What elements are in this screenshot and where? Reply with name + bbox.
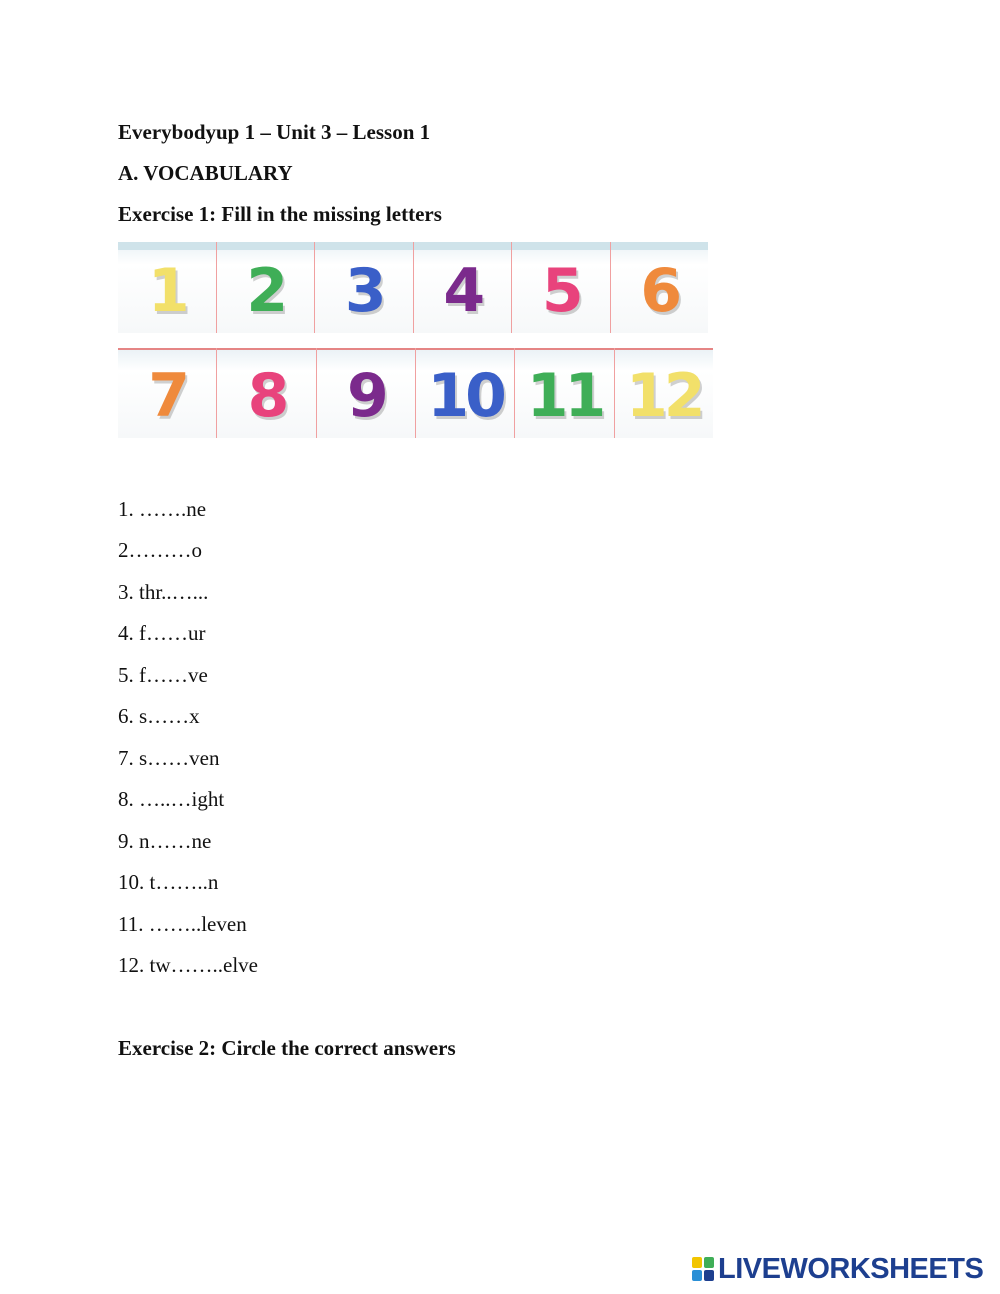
number-label: 12: [626, 361, 702, 431]
number-tile: [118, 242, 216, 333]
fill-item-5: 5. f……ve: [118, 663, 208, 687]
fill-item-9: 9. n……ne: [118, 829, 212, 853]
number-tile: [610, 242, 709, 333]
number-tile: [316, 348, 415, 438]
number-label: 1: [147, 255, 186, 326]
fill-item-3: 3. thr..…...: [118, 580, 209, 604]
fill-item-12: 12. tw……..elve: [118, 953, 258, 977]
numbers-image-row-2: [118, 348, 713, 438]
number-label: 9: [346, 361, 385, 431]
fill-item-10: 10. t……..n: [118, 870, 219, 894]
number-tile: [413, 242, 512, 333]
number-label: 5: [541, 255, 580, 326]
number-label: 3: [344, 255, 383, 326]
number-label: 7: [148, 361, 187, 431]
number-tile: [614, 348, 713, 438]
number-tile: [216, 348, 315, 438]
number-tile: [514, 348, 613, 438]
numbers-image-row-1: [118, 242, 708, 333]
logo-text: LIVEWORKSHEETS: [718, 1252, 984, 1285]
fill-item-2: 2………o: [118, 538, 202, 562]
number-tile: [118, 348, 216, 438]
fill-item-1: 1. …….ne: [118, 497, 207, 521]
fill-item-8: 8. …..…ight: [118, 787, 225, 811]
number-label: 10: [427, 361, 503, 431]
fill-item-7: 7. s……ven: [118, 746, 220, 770]
liveworksheets-logo[interactable]: [692, 1254, 983, 1284]
number-label: 2: [246, 255, 285, 326]
number-tile: [216, 242, 315, 333]
fill-item-4: 4. f……ur: [118, 621, 206, 645]
number-tile: [314, 242, 413, 333]
exercise-1-title: Exercise 1: Fill in the missing letters: [118, 202, 442, 226]
number-label: 8: [247, 361, 286, 431]
exercise-2-title: Exercise 2: Circle the correct answers: [118, 1036, 456, 1060]
number-label: 6: [640, 255, 679, 326]
number-tile: [511, 242, 610, 333]
liveworksheets-logo-icon: [692, 1257, 714, 1281]
fill-item-11: 11. ……..leven: [118, 912, 247, 936]
number-label: 4: [443, 255, 482, 326]
worksheet-title: Everybodyup 1 – Unit 3 – Lesson 1: [118, 120, 431, 144]
section-heading-vocabulary: A. VOCABULARY: [118, 161, 293, 185]
number-tile: [415, 348, 514, 438]
number-label: 11: [526, 361, 603, 431]
fill-item-6: 6. s……x: [118, 704, 200, 728]
